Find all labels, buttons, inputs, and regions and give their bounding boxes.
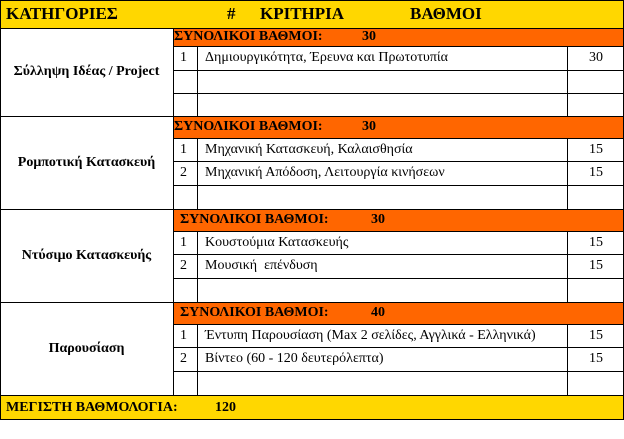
border-line: [173, 28, 174, 396]
footer-label: ΜΕΓΙΣΤΗ ΒΑΘΜΟΛΟΓΙΑ:: [6, 400, 178, 415]
subtotal-label: ΣΥΝΟΛΙΚΟΙ ΒΑΘΜΟΙ:: [180, 305, 329, 320]
category-robotic-construction: Ρομποτική Κατασκευή: [17, 154, 156, 170]
footer-value: 120: [215, 400, 236, 415]
row-number: 1: [180, 235, 187, 250]
border-line: [0, 0, 624, 1]
row-points: 15: [589, 351, 603, 366]
subtotal-label: ΣΥΝΟΛΙΚΟΙ ΒΑΘΜΟΙ:: [180, 212, 329, 227]
row-points: 15: [589, 142, 603, 157]
row-criterion: Μηχανική Απόδοση, Λειτουργία κινήσεων: [205, 165, 445, 180]
row-criterion: Έντυπη Παρουσίαση (Max 2 σελίδες, Αγγλικά - Ελληνικά): [205, 328, 536, 343]
border-line: [173, 46, 624, 47]
row-points: 15: [589, 258, 603, 273]
border-line: [173, 231, 624, 232]
subtotal-value: 30: [362, 119, 376, 134]
border-line: [173, 185, 624, 186]
row-points: 15: [589, 235, 603, 250]
category-idea: Σύλληψη Ιδέας / Project: [13, 64, 160, 79]
border-line: [173, 371, 624, 372]
subtotal-value: 40: [371, 305, 385, 320]
border-line: [173, 347, 624, 348]
border-line: [197, 324, 198, 396]
row-criterion: Μηχανική Κατασκευή, Καλαισθησία: [205, 142, 413, 157]
border-line: [0, 116, 624, 117]
border-line: [173, 70, 624, 71]
row-points: 30: [589, 50, 603, 65]
subtotal-value: 30: [362, 29, 376, 44]
border-line: [197, 138, 198, 209]
border-line: [567, 324, 568, 396]
category-costume: Ντύσιμο Κατασκευής: [21, 247, 152, 263]
border-line: [0, 302, 624, 303]
border-line: [0, 395, 624, 396]
border-line: [567, 138, 568, 209]
row-number: 2: [180, 351, 187, 366]
row-number: 1: [180, 142, 187, 157]
border-line: [173, 278, 624, 279]
row-number: 1: [180, 50, 187, 65]
row-number: 1: [180, 328, 187, 343]
row-number: 2: [180, 165, 187, 180]
border-line: [173, 324, 624, 325]
border-line: [0, 0, 1, 420]
border-line: [197, 231, 198, 302]
border-line: [173, 138, 624, 139]
row-points: 15: [589, 328, 603, 343]
category-presentation: Παρουσίαση: [48, 341, 125, 356]
border-line: [0, 28, 624, 29]
border-line: [567, 231, 568, 302]
border-line: [197, 46, 198, 116]
header-points: ΒΑΘΜΟΙ: [410, 4, 482, 23]
row-criterion: Δημιουργικότητα, Έρευνα και Πρωτοτυπία: [205, 50, 448, 65]
border-line: [173, 254, 624, 255]
border-line: [0, 209, 624, 210]
border-line: [567, 46, 568, 116]
subtotal-label: ΣΥΝΟΛΙΚΟΙ ΒΑΘΜΟΙ:: [174, 29, 323, 44]
border-line: [173, 161, 624, 162]
row-criterion: Κουστούμια Κατασκευής: [205, 235, 349, 250]
subtotal-label: ΣΥΝΟΛΙΚΟΙ ΒΑΘΜΟΙ:: [174, 119, 323, 134]
row-criterion: Βίντεο (60 - 120 δευτερόλεπτα): [205, 351, 384, 366]
subtotal-value: 30: [371, 212, 385, 227]
border-line: [0, 419, 624, 420]
row-points: 15: [589, 165, 603, 180]
border-line: [173, 93, 624, 94]
row-criterion: Μουσική επένδυση: [205, 258, 318, 273]
header-categories: ΚΑΤΗΓΟΡΙΕΣ: [6, 4, 118, 23]
row-number: 2: [180, 258, 187, 273]
header-criteria: ΚΡΙΤΗΡΙΑ: [260, 4, 345, 23]
header-number: #: [227, 4, 236, 23]
